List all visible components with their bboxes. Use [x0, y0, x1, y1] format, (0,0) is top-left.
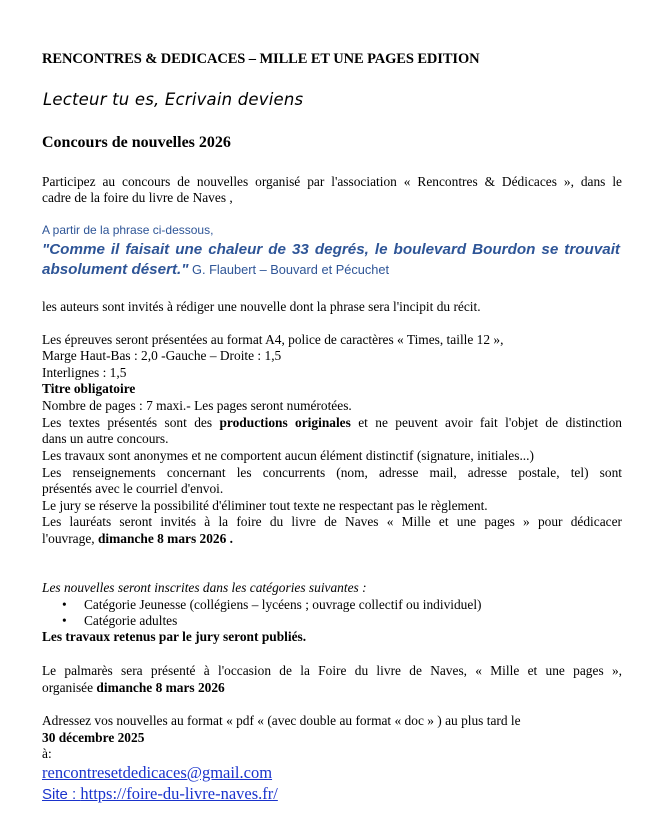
rule-originals: [42, 415, 622, 432]
category-label: Catégorie Jeunesse (collégiens – lycéens ; ouvrage collectif ou individuel): [84, 597, 482, 612]
rule-originals-a: Les textes présentés sont des: [42, 415, 220, 430]
rule-laureates-end: [42, 531, 233, 548]
submission-to: à:: [42, 746, 52, 761]
intro-line-2: cadre de la foire du livre de Naves ,: [42, 190, 233, 205]
site-link[interactable]: [42, 784, 278, 803]
rule-anonymous: Les travaux sont anonymes et ne comportent aucun élément distinctif (signature, initiales...): [42, 448, 534, 463]
quote-text-end: absolument désert.": [42, 261, 189, 278]
quote-lead: A partir de la phrase ci-dessous,: [42, 223, 214, 237]
rule-margins: Marge Haut-Bas : 2,0 -Gauche – Droite : 1,5: [42, 348, 282, 363]
quote-line-2: [42, 261, 389, 279]
intro-line-1: Participez au concours de nouvelles organisé par l'association « Rencontres & Dédicaces », dans le: [42, 174, 622, 189]
rule-originals-c: et ne peuvent avoir fait l'objet de distinction: [350, 415, 622, 430]
rule-jury: Le jury se réserve la possibilité d'éliminer tout texte ne respectant pas le règlement.: [42, 498, 488, 513]
rule-info: Les renseignements concernant les concurrents (nom, adresse mail, adresse postale, tel) sont: [42, 465, 622, 480]
categories-intro: Les nouvelles seront inscrites dans les catégories suivantes :: [42, 580, 367, 595]
rule-laureates-b: l'ouvrage,: [42, 531, 98, 546]
rule-pages: Nombre de pages : 7 maxi.- Les pages seront numérotées.: [42, 398, 352, 413]
rule-info-end: présentés avec le courriel d'envoi.: [42, 481, 224, 496]
quote-source: G. Flaubert – Bouvard et Pécuchet: [188, 262, 390, 277]
quote-line-1: "Comme il faisait une chaleur de 33 degrés, le boulevard Bourdon se trouvait: [42, 241, 620, 258]
palmares-line-2: [42, 680, 225, 697]
email-link[interactable]: rencontresetdedicaces@gmail.com: [42, 763, 273, 782]
site-row: [42, 784, 278, 804]
published-note: Les travaux retenus par le jury seront publiés.: [42, 629, 307, 644]
palmares-organized: organisée: [42, 680, 97, 695]
submission-deadline: 30 décembre 2025: [42, 730, 145, 745]
rule-laureates-date: dimanche 8 mars 2026 .: [97, 531, 233, 546]
rule-originals-end: dans un autre concours.: [42, 431, 169, 446]
motto: Lecteur tu es, Ecrivain deviens: [43, 90, 304, 109]
rule-interline: Interlignes : 1,5: [42, 365, 127, 380]
bullet-icon: •: [62, 597, 67, 612]
incipit-text: les auteurs sont invités à rédiger une nouvelle dont la phrase sera l'incipit du récit.: [42, 299, 481, 314]
rule-originals-bold: productions originales: [219, 415, 351, 430]
bullet-icon: •: [62, 613, 67, 628]
document-header: RENCONTRES & DEDICACES – MILLE ET UNE PAGES EDITION: [42, 51, 480, 67]
rule-format: Les épreuves seront présentées au format A4, police de caractères « Times, taille 12 »,: [42, 332, 504, 347]
email-row: [42, 763, 272, 783]
palmares-line-1: Le palmarès sera présenté à l'occasion de la Foire du livre de Naves, « Mille et une pages »,: [42, 663, 622, 678]
palmares-date: dimanche 8 mars 2026: [96, 680, 225, 695]
page-title: Concours de nouvelles 2026: [42, 134, 231, 151]
category-label: Catégorie adultes: [84, 613, 178, 628]
site-label: Site :: [42, 786, 81, 803]
rule-title-required: Titre obligatoire: [42, 381, 136, 396]
site-url: https://foire-du-livre-naves.fr/: [80, 784, 278, 803]
submission-line: Adressez vos nouvelles au format « pdf « (avec double au format « doc » ) au plus tard le: [42, 713, 521, 728]
rule-laureates: Les lauréats seront invités à la foire du livre de Naves « Mille et une pages » pour dédicacer: [42, 514, 622, 529]
